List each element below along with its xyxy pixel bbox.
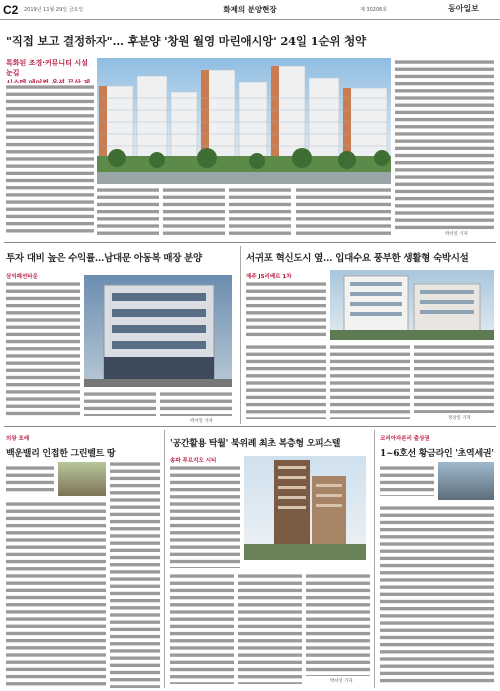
article-body [6, 500, 106, 688]
article-body [238, 572, 302, 684]
article-kicker: 코리아자본리 출상권 [380, 436, 430, 442]
newspaper-logo: 동아일보 [448, 4, 479, 13]
byline: 박서연 기자 [190, 419, 213, 424]
divider [4, 426, 496, 427]
article-body [246, 280, 326, 340]
article-body [246, 343, 326, 419]
article-headline: '공간활용 탁월' 북위례 최초 복층형 오피스텔 [170, 439, 341, 449]
page-number: C2 [3, 3, 19, 17]
article-body [380, 504, 494, 686]
article-kicker: 제주 JS리베르 1차 [246, 274, 292, 280]
article-body [170, 464, 240, 568]
section-title: 화제의 분양현장 [223, 5, 277, 14]
article-body [380, 464, 434, 496]
commercial-building-photo [438, 462, 494, 500]
article-body [414, 343, 494, 413]
article-body [97, 186, 159, 236]
hotel-building-photo [330, 270, 494, 340]
page-header [0, 0, 500, 20]
building-illustration [84, 275, 232, 387]
hotel-illustration [330, 270, 494, 340]
article-body [6, 83, 94, 236]
column-divider [164, 430, 165, 688]
article-headline: 투자 대비 높은 수익률…남대문 아동복 매장 분양 [6, 253, 202, 264]
byline: 박서연 기자 [445, 232, 468, 237]
article-body [6, 464, 54, 494]
article-headline: 백운밸리 인접한 그린벨트 땅 [6, 449, 116, 459]
article-body [296, 186, 391, 236]
article-body [84, 390, 156, 416]
forest-land-photo [58, 462, 106, 496]
article-body [395, 58, 494, 230]
article-headline: 서귀포 혁신도시 옆… 입대수요 풍부한 생활형 숙박시설 [246, 253, 469, 264]
divider [4, 242, 496, 243]
article-body [110, 460, 160, 688]
issue-number: 제 30206호 [360, 7, 388, 13]
article-body [6, 280, 80, 416]
article-kicker: 의왕 포레 [6, 436, 30, 442]
column-divider [240, 246, 241, 424]
article-body [160, 390, 232, 416]
article-body [330, 343, 410, 419]
officetel-tower-photo [244, 456, 366, 560]
byline: 박서연 기자 [330, 679, 353, 684]
tower-illustration [244, 456, 366, 560]
subhead-line: 특화된 조경·커뮤니티 시설 눈길 [6, 59, 88, 77]
issue-date: 2019년 11월 29일 금요일 [24, 7, 84, 13]
column-divider [374, 430, 375, 688]
article-kicker: 삼익패션타운 [6, 274, 38, 280]
building-exterior-photo [84, 275, 232, 387]
apartment-buildings-illustration [97, 58, 391, 184]
article-body [163, 186, 225, 236]
apartment-rendering-photo [97, 58, 391, 184]
article-headline: 1~6호선 황금라인 '초역세권' [380, 449, 494, 459]
article-body [306, 572, 370, 676]
article-body [170, 572, 234, 684]
article-body [229, 186, 291, 236]
byline: 정상연 기자 [448, 416, 471, 421]
article-kicker: 송파 푸르지오 시티 [170, 458, 217, 464]
lead-headline: "직접 보고 결정하자"… 후분양 '창원 월영 마린애시앙' 24일 1순위 청약 [6, 34, 366, 48]
